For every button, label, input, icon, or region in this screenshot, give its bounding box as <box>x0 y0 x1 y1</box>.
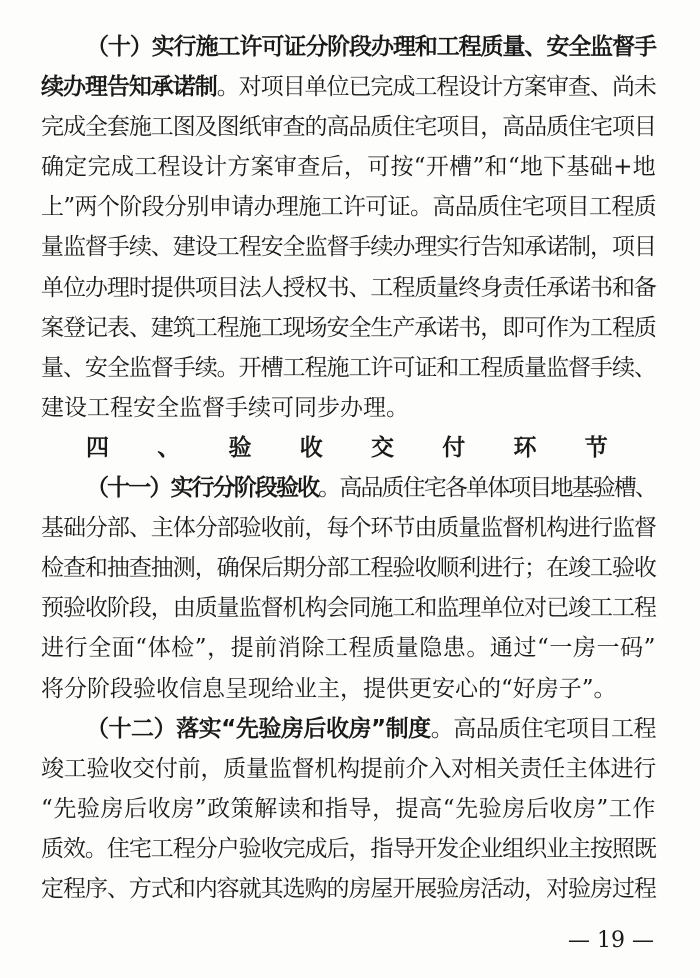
section-11-line-1 <box>86 471 656 505</box>
section-10-line-2 <box>41 70 656 104</box>
section-12-line-1 <box>86 712 656 746</box>
section-12-line-5: 定程序、方式和内容就其选购的房屋开展验房活动，对验房过程 <box>41 876 656 902</box>
section-11-text: 。高品质住宅各单体项目地基验槽、 <box>318 475 656 501</box>
section-10-text: 。对项目单位已完成工程设计方案审查、尚未 <box>216 74 656 100</box>
section-12-line-4: 质效。住宅工程分户验收完成后，指导开发企业组织业主按照既 <box>41 836 656 862</box>
page-number: — 19 — <box>568 928 654 953</box>
section-10-line-10: 建设工程安全监督手续可同步办理。 <box>41 395 409 421</box>
section-10-title-part-2: 续办理告知承诺制 <box>41 74 217 100</box>
section-11-line-5: 进行全面“体检”，提前消除工程质量隐患。通过“一房一码” <box>41 635 656 661</box>
section-10-line-6: 量监督手续、建设工程安全监督手续办理实行告知承诺制，项目 <box>41 234 656 260</box>
section-4-heading: 四、验收交付环节 <box>86 435 656 461</box>
section-11-line-2: 基础分部、主体分部验收前，每个环节由质量监督机构进行监督 <box>41 515 656 541</box>
section-10-title-line-1 <box>86 30 656 64</box>
section-12-text: 。高品质住宅项目工程 <box>430 716 657 742</box>
section-10-line-4: 确定完成工程设计方案审查后，可按“开槽”和“地下基础+地 <box>41 154 656 180</box>
section-11-line-3: 检查和抽查抽测，确保后期分部工程验收顺利进行；在竣工验收 <box>41 555 656 581</box>
section-10-line-8: 案登记表、建筑工程施工现场安全生产承诺书，即可作为工程质 <box>41 315 656 341</box>
section-12-line-2: 竣工验收交付前，质量监督机构提前介入对相关责任主体进行 <box>41 756 657 782</box>
section-10-title-part-1: （十）实行施工许可证分阶段办理和工程质量、安全监督手 <box>86 34 656 60</box>
section-10-line-5: 上”两个阶段分别申请办理施工许可证。高品质住宅项目工程质 <box>41 194 657 220</box>
section-12-title: （十二）落实“先验房后收房”制度 <box>86 716 431 742</box>
section-10-line-7: 单位办理时提供项目法人授权书、工程质量终身责任承诺书和备 <box>41 275 656 301</box>
section-10-line-3: 完成全套施工图及图纸审查的高品质住宅项目，高品质住宅项目 <box>41 114 656 140</box>
section-12-line-3: “先验房后收房”政策解读和指导，提高“先验房后收房”工作 <box>41 796 656 822</box>
section-11-line-6: 将分阶段验收信息呈现给业主，提供更安心的“好房子”。 <box>41 676 617 702</box>
section-11-line-4: 预验收阶段，由质量监督机构会同施工和监理单位对已竣工工程 <box>41 595 656 621</box>
section-10-line-9: 量、安全监督手续。开槽工程施工许可证和工程质量监督手续、 <box>41 355 656 381</box>
section-11-title: （十一）实行分阶段验收 <box>86 475 319 501</box>
